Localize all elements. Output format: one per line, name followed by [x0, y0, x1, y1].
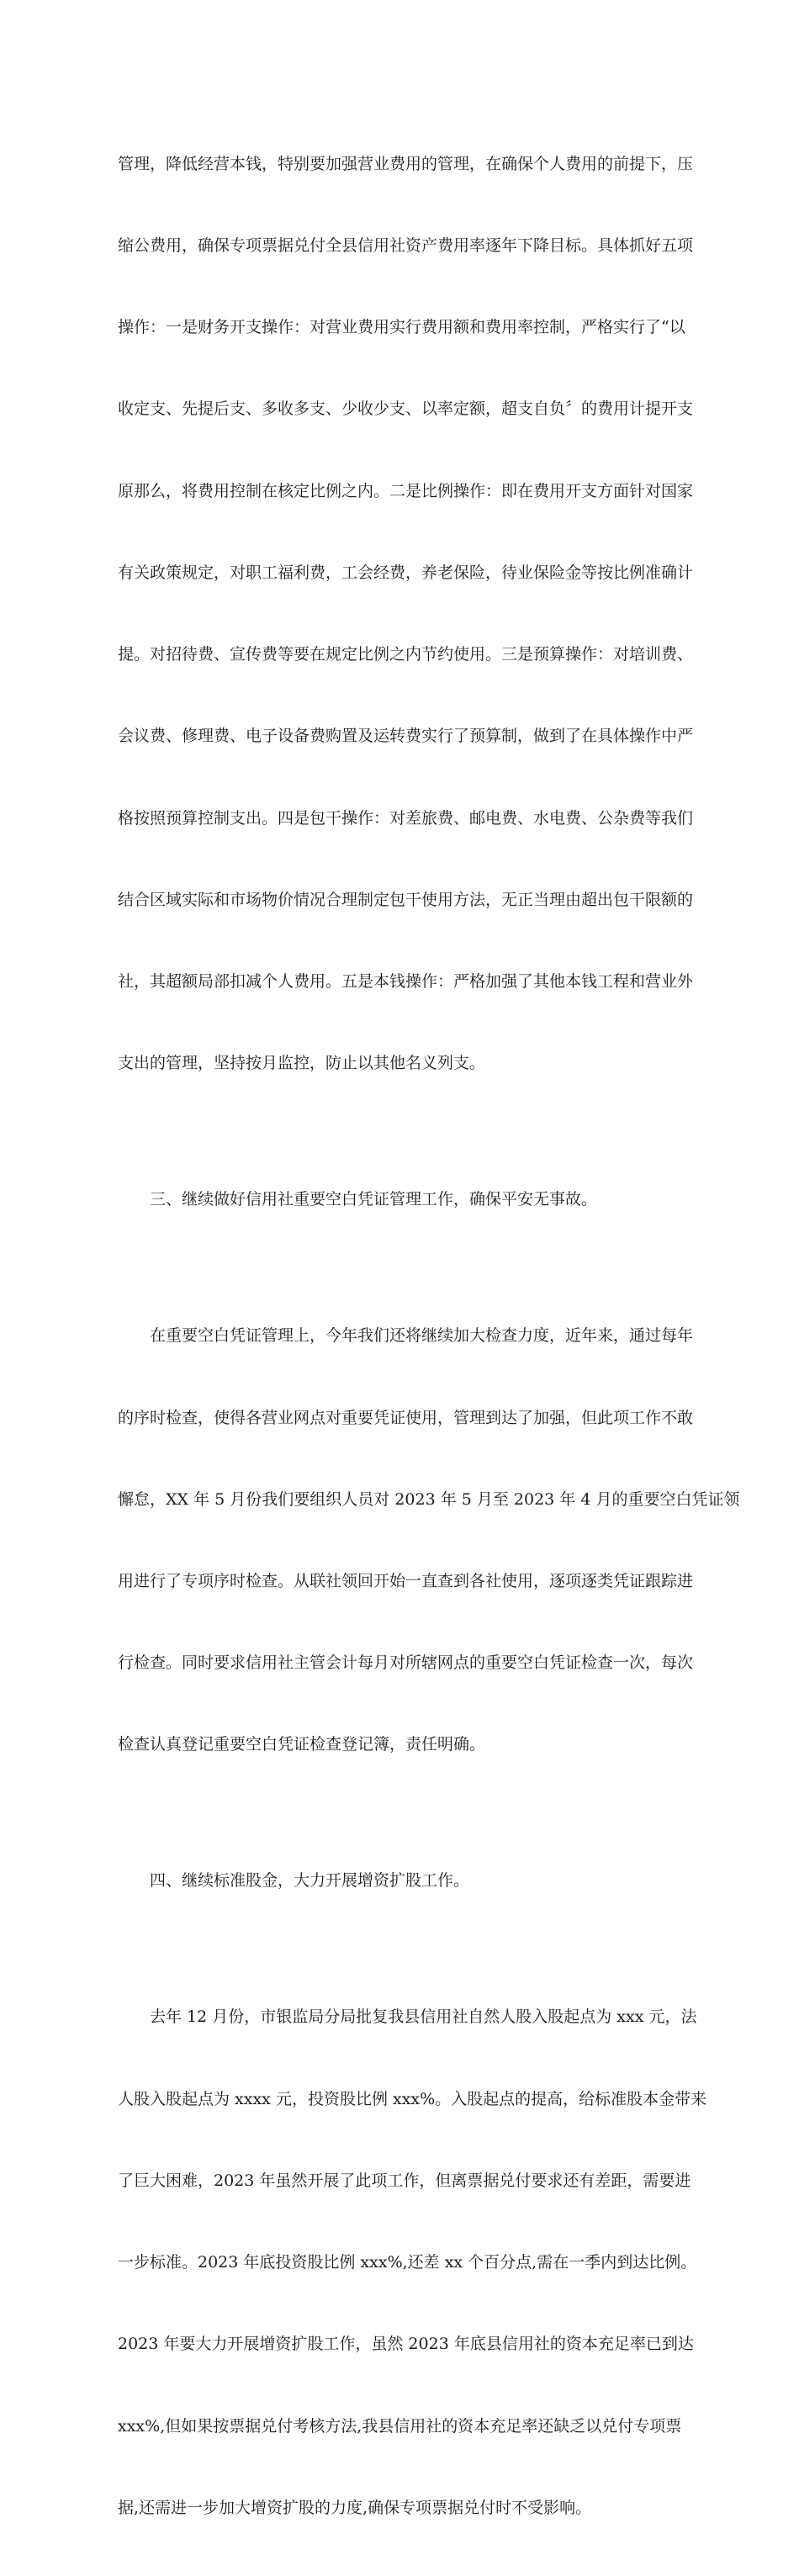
paragraph-voucher-inspection [118, 1267, 740, 1812]
text-line: 会议费、修理费、电子设备费购置及运转费实行了预算制，做到了在具体操作中严 [118, 727, 694, 746]
text-line: 行检查。同时要求信用社主管会计每月对所辖网点的重要空白凭证检查一次，每次 [118, 1653, 694, 1673]
section-heading-blank-voucher [118, 1131, 690, 1267]
document-body [118, 96, 740, 2576]
text-line: 社，其超额局部扣减个人费用。五是本钱操作：严格加强了其他本钱工程和营业外 [118, 972, 694, 991]
heading-line: 四、继续标准股金，大力开展增资扩股工作。 [150, 1871, 470, 1891]
text-line: 原那么，将费用控制在核定比例之内。二是比例操作：即在费用开支方面针对国家 [118, 481, 694, 500]
text-line: 格按照预算控制支出。四是包干操作：对差旅费、邮电费、水电费、公杂费等我们 [118, 808, 694, 828]
text-line: 管理，降低经营本钱，特别要加强营业费用的管理，在确保个人费用的前提下，压 [118, 154, 694, 173]
text-line: 支出的管理，坚持按月监控，防止以其他名义列支。 [118, 1054, 486, 1073]
text-line: 2023 年要大力开展增资扩股工作，虽然 2023 年底县信用社的资本充足率已到达 [118, 2335, 694, 2354]
text-line: 了巨大困难，2023 年虽然开展了此项工作，但离票据兑付要求还有差距，需要进 [118, 2171, 691, 2190]
text-line: 用进行了专项序时检查。从联社领回开始一直查到各社使用，逐项逐类凭证跟踪进 [118, 1571, 694, 1590]
text-line: 据,还需进一步加大增资扩股的力度,确保专项票据兑付时不受影响。 [118, 2498, 592, 2517]
text-line: 一步标准。2023 年底投资股比例 xxx%,还差 xx 个百分点,需在一季内到达比例。 [118, 2253, 697, 2272]
text-line: 结合区域实际和市场物价情况合理制定包干使用方法，无正当理由超出包干限额的 [118, 890, 694, 909]
text-line: 懈怠，XX 年 5 月份我们要组织人员对 2023 年 5 月至 2023 年 4 月的重要空白凭证领 [118, 1489, 740, 1509]
text-line: 在重要空白凭证管理上，今年我们还将继续加大检查力度，近年来，通过每年 [150, 1326, 694, 1346]
text-line: 检查认真登记重要空白凭证检查登记簿，责任明确。 [118, 1735, 486, 1754]
text-line: 的序时检查，使得各营业网点对重要凭证使用，管理到达了加强，但此项工作不敢 [118, 1408, 694, 1427]
paragraph-capital-increase [118, 1949, 707, 2576]
paragraph-expense-control [118, 96, 694, 1131]
section-heading-share-capital [118, 1813, 690, 1949]
heading-line: 三、继续做好信用社重要空白凭证管理工作，确保平安无事故。 [150, 1190, 598, 1209]
text-line: 缩公费用，确保专项票据兑付全县信用社资产费用率逐年下降目标。具体抓好五项 [118, 236, 694, 256]
text-line: 操作：一是财务开支操作：对营业费用实行费用额和费用率控制，严格实行了“以 [118, 318, 685, 337]
text-line: 人股入股起点为 xxxx 元，投资股比例 xxx%。入股起点的提高，给标准股本金带来 [118, 2089, 707, 2108]
text-line: 有关政策规定，对职工福利费，工会经费，养老保险，待业保险金等按比例准确计 [118, 563, 694, 582]
text-line: xxx%,但如果按票据兑付考核方法,我县信用社的资本充足率还缺乏以兑付专项票 [118, 2416, 682, 2436]
text-line: 收定支、先提后支、多收多支、少收少支、以率定额，超支自负〞的费用计提开支 [118, 399, 694, 419]
text-line: 提。对招待费、宣传费等要在规定比例之内节约使用。三是预算操作：对培训费、 [118, 645, 694, 664]
text-line: 去年 12 月份，市银监局分局批复我县信用社自然人股入股起点为 xxx 元，法 [150, 2007, 697, 2027]
